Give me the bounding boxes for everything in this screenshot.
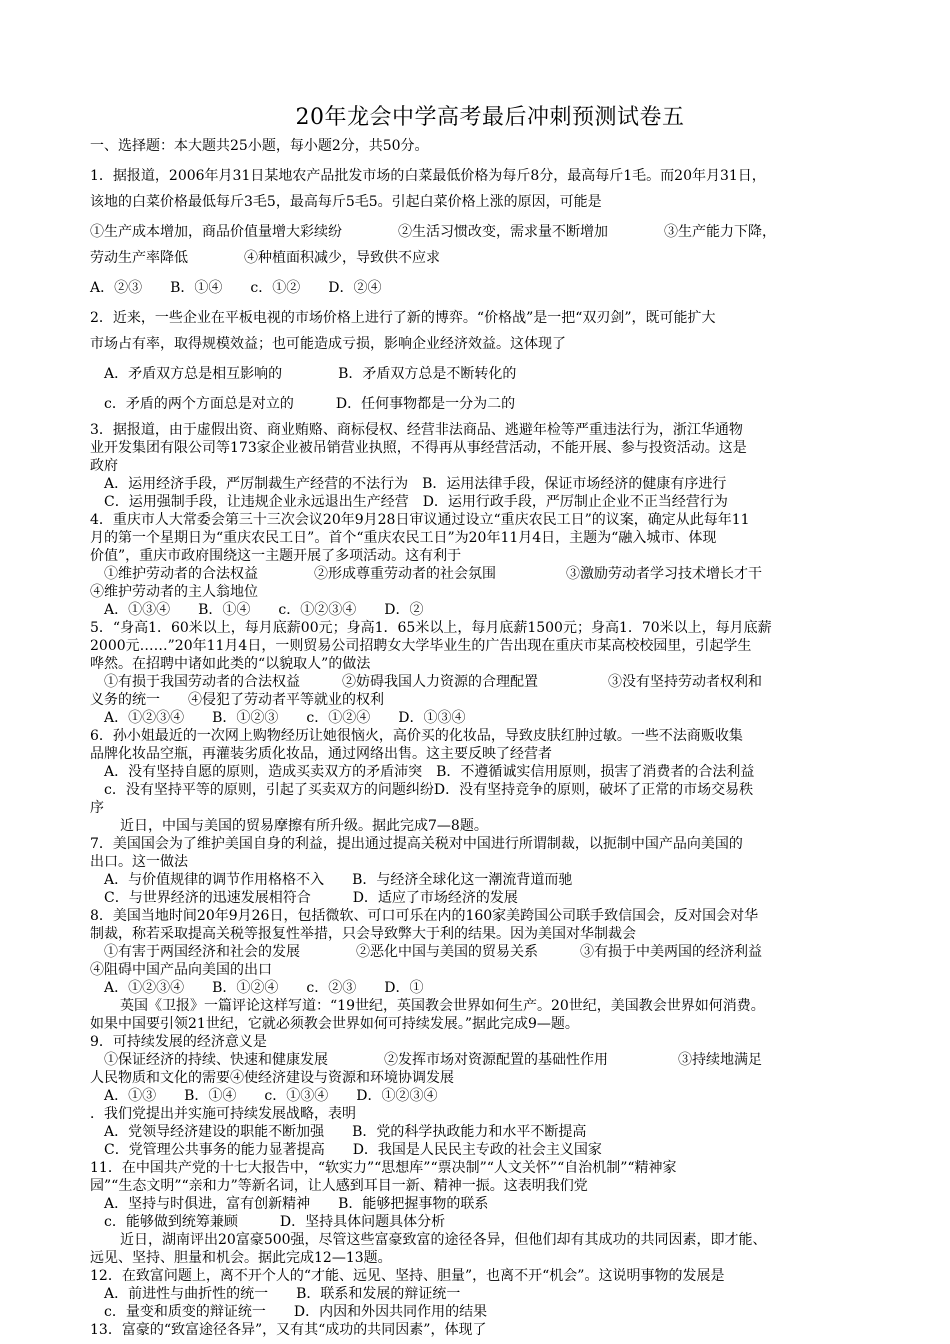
exam-body [90, 133, 890, 1339]
text-line: 序 [90, 800, 104, 816]
text-line: A．坚持与时俱进，富有创新精神 B．能够把握事物的联系 [104, 1196, 489, 1212]
text-line: 近日，湖南评出20富豪500强，尽管这些富豪致富的途径各异，但他们却有其成功的共同因素，即才能、 [120, 1232, 767, 1248]
text-line: 出口。这一做法 [90, 854, 188, 870]
text-line: c．没有坚持平等的原则，引起了买卖双方的问题纠纷D．没有坚持竞争的原则，破坏了正常的市场交易秩 [104, 782, 754, 798]
text-line: 一、选择题：本大题共25小题，每小题2分，共50分。 [90, 138, 429, 154]
text-line: 哗然。在招聘中诸如此类的“以貌取人”的做法 [90, 656, 371, 672]
text-line: 月的第一个星期日为“重庆农民工日”。首个“重庆农民工日”为20年11月4日，主题为“融入城市、体现 [90, 530, 717, 546]
text-line: c．能够做到统筹兼顾 D．坚持具体问题具体分析 [104, 1214, 446, 1230]
text-line: 市场占有率，取得规模效益；也可能造成亏损，影响企业经济效益。这体现了 [90, 336, 566, 352]
exam-title: 20年龙会中学高考最后冲刺预测试卷五 [295, 105, 685, 130]
text-line: ④阻碍中国产品向美国的出口 [90, 962, 272, 978]
text-line: 业开发集团有限公司等173家企业被吊销营业执照，不得再从事经营活动，不能开展、参与投资活动。这是 [90, 440, 747, 456]
text-line: c．矛盾的两个方面总是对立的 D．任何事物都是一分为二的 [104, 396, 516, 412]
text-line: ①保证经济的持续、快速和健康发展 ②发挥市场对资源配置的基础性作用 ③持续地满足 [104, 1052, 762, 1068]
text-line: 3．据报道，由于虚假出资、商业贿赂、商标侵权、经营非法商品、逃避年检等严重违法行为，浙江华通物 [90, 422, 743, 438]
text-line: A．与价值规律的调节作用格格不入 B．与经济全球化这一潮流背道而驰 [104, 872, 573, 888]
text-line: A．①③ B．①④ c．①③④ D．①②③④ [104, 1088, 438, 1104]
text-line: c．量变和质变的辩证统一 D．内因和外因共同作用的结果 [104, 1304, 488, 1320]
text-line: 劳动生产率降低 ④种植面积减少，导致供不应求 [90, 250, 440, 266]
text-line: C．运用强制手段，让违规企业永远退出生产经营 D．运用行政手段，严厉制止企业不正当经营行为 [104, 494, 728, 510]
text-line: 价值”，重庆市政府围绕这一主题开展了多项活动。这有利于 [90, 548, 462, 564]
text-line: 近日，中国与美国的贸易摩擦有所升级。据此完成7—8题。 [120, 818, 488, 834]
text-line: ．我们党提出并实施可持续发展战略，表明 [90, 1106, 356, 1122]
exam-page [90, 100, 890, 1339]
text-line: 制裁，称若采取提高关税等报复性举措，只会导致弊大于利的结果。因为美国对华制裁会 [90, 926, 636, 942]
text-line: 品牌化妆品空瓶，再灌装劣质化妆品，通过网络出售。这主要反映了经营者 [90, 746, 552, 762]
text-line: 远见、坚持、胆量和机会。据此完成12—13题。 [90, 1250, 392, 1266]
text-line: A．党领导经济建设的职能不断加强 B．党的科学执政能力和水平不断提高 [104, 1124, 587, 1140]
text-line: ①有损于我国劳动者的合法权益 ②妨碍我国人力资源的合理配置 ③没有坚持劳动者权利和 [104, 674, 762, 690]
text-line: A．运用经济手段，严厉制裁生产经营的不法行为 B．运用法律手段，保证市场经济的健康有序进行 [104, 476, 727, 492]
text-line: C．党管理公共事务的能力显著提高 D．我国是人民民主专政的社会主义国家 [104, 1142, 602, 1158]
text-line: 政府 [90, 458, 118, 474]
text-line: 英国《卫报》一篇评论这样写道：“19世纪，英国教会世界如何生产。20世纪，美国教会世界如何消费。 [120, 998, 765, 1014]
text-line: ①生产成本增加，商品价值量增大彩续纷 ②生活习惯改变，需求量不断增加 ③生产能力下降， [90, 224, 776, 240]
text-line: 如果中国要引领21世纪，它就必须教会世界如何可持续发展。”据此完成9—题。 [90, 1016, 579, 1032]
text-line: 2000元……”20年11月4日，一则贸易公司招聘女大学毕业生的广告出现在重庆市某高校校园里，引起学生 [90, 638, 752, 654]
text-line: A．①②③④ B．①②④ c．②③ D．① [104, 980, 424, 996]
text-line: 1．据报道，2006年月31日某地农产品批发市场的白菜最低价格为每斤8分，最高每斤1毛。而20年月31日， [90, 168, 766, 184]
text-line: 园”“生态文明”“亲和力”等新名词，让人感到耳目一新、精神一振。这表明我们党 [90, 1178, 588, 1194]
text-line: A．前进性与曲折性的统一 B．联系和发展的辩证统一 [104, 1286, 461, 1302]
text-line: 11．在中国共产党的十七大报告中，“软实力”“思想库”“票决制”“人文关怀”“自治机制”“精神家 [90, 1160, 677, 1176]
text-line: 8．美国当地时间20年9月26日，包括微软、可口可乐在内的160家美跨国公司联手致信国会，反对国会对华 [90, 908, 759, 924]
text-line: 义务的统一 ④侵犯了劳动者平等就业的权利 [90, 692, 384, 708]
text-line: 4．重庆市人大常委会第三十三次会议20年9月28日审议通过设立“重庆农民工日”的议案，确定从此每年11 [90, 512, 750, 528]
text-line: 2．近来，一些企业在平板电视的市场价格上进行了新的博弈。“价格战”是一把“双刃剑”，既可能扩大 [90, 310, 716, 326]
text-line: ④维护劳动者的主人翁地位 [90, 584, 258, 600]
text-line: A．②③ B．①④ c．①② D．②④ [90, 280, 382, 296]
text-line: A．矛盾双方总是相互影响的 B．矛盾双方总是不断转化的 [104, 366, 517, 382]
text-line: A．①②③④ B．①②③ c．①②④ D．①③④ [104, 710, 466, 726]
text-line: 7．美国国会为了维护美国自身的利益，提出通过提高关税对中国进行所谓制裁，以扼制中国产品向美国的 [90, 836, 743, 852]
text-line: A．没有坚持自愿的原则，造成买卖双方的矛盾沛突 B．不遵循诚实信用原则，损害了消费者的合法利益 [104, 764, 755, 780]
text-line: C．与世界经济的迅速发展相符合 D．适应了市场经济的发展 [104, 890, 518, 906]
text-line: ①维护劳动者的合法权益 ②形成尊重劳动者的社会氛围 ③激励劳动者学习技术增长才干 [104, 566, 762, 582]
text-line: 9．可持续发展的经济意义是 [90, 1034, 267, 1050]
text-line: 12．在致富问题上，离不开个人的“才能、远见、坚持、胆量”，也离不开“机会”。这说明事物的发展是 [90, 1268, 725, 1284]
text-line: 该地的白菜价格最低每斤3毛5，最高每斤5毛5。引起白菜价格上涨的原因，可能是 [90, 194, 602, 210]
text-line: A．①③④ B．①④ c．①②③④ D．② [104, 602, 424, 618]
text-line: 13．富豪的“致富途径各异”，又有其“成功的共同因素”，体现了 [90, 1322, 487, 1338]
text-line: 人民物质和文化的需要④使经济建设与资源和环境协调发展 [90, 1070, 454, 1086]
text-line: ①有害于两国经济和社会的发展 ②恶化中国与美国的贸易关系 ③有损于中美两国的经济利益 [104, 944, 762, 960]
text-line: 6．孙小姐最近的一次网上购物经历让她很恼火，高价买的化妆品，导致皮肤红肿过敏。一些不法商贩收集 [90, 728, 743, 744]
text-line: 5．“身高1．60米以上，每月底薪00元；身高1．65米以上，每月底薪1500元；身高1．70米以上，每月底薪 [90, 620, 772, 636]
